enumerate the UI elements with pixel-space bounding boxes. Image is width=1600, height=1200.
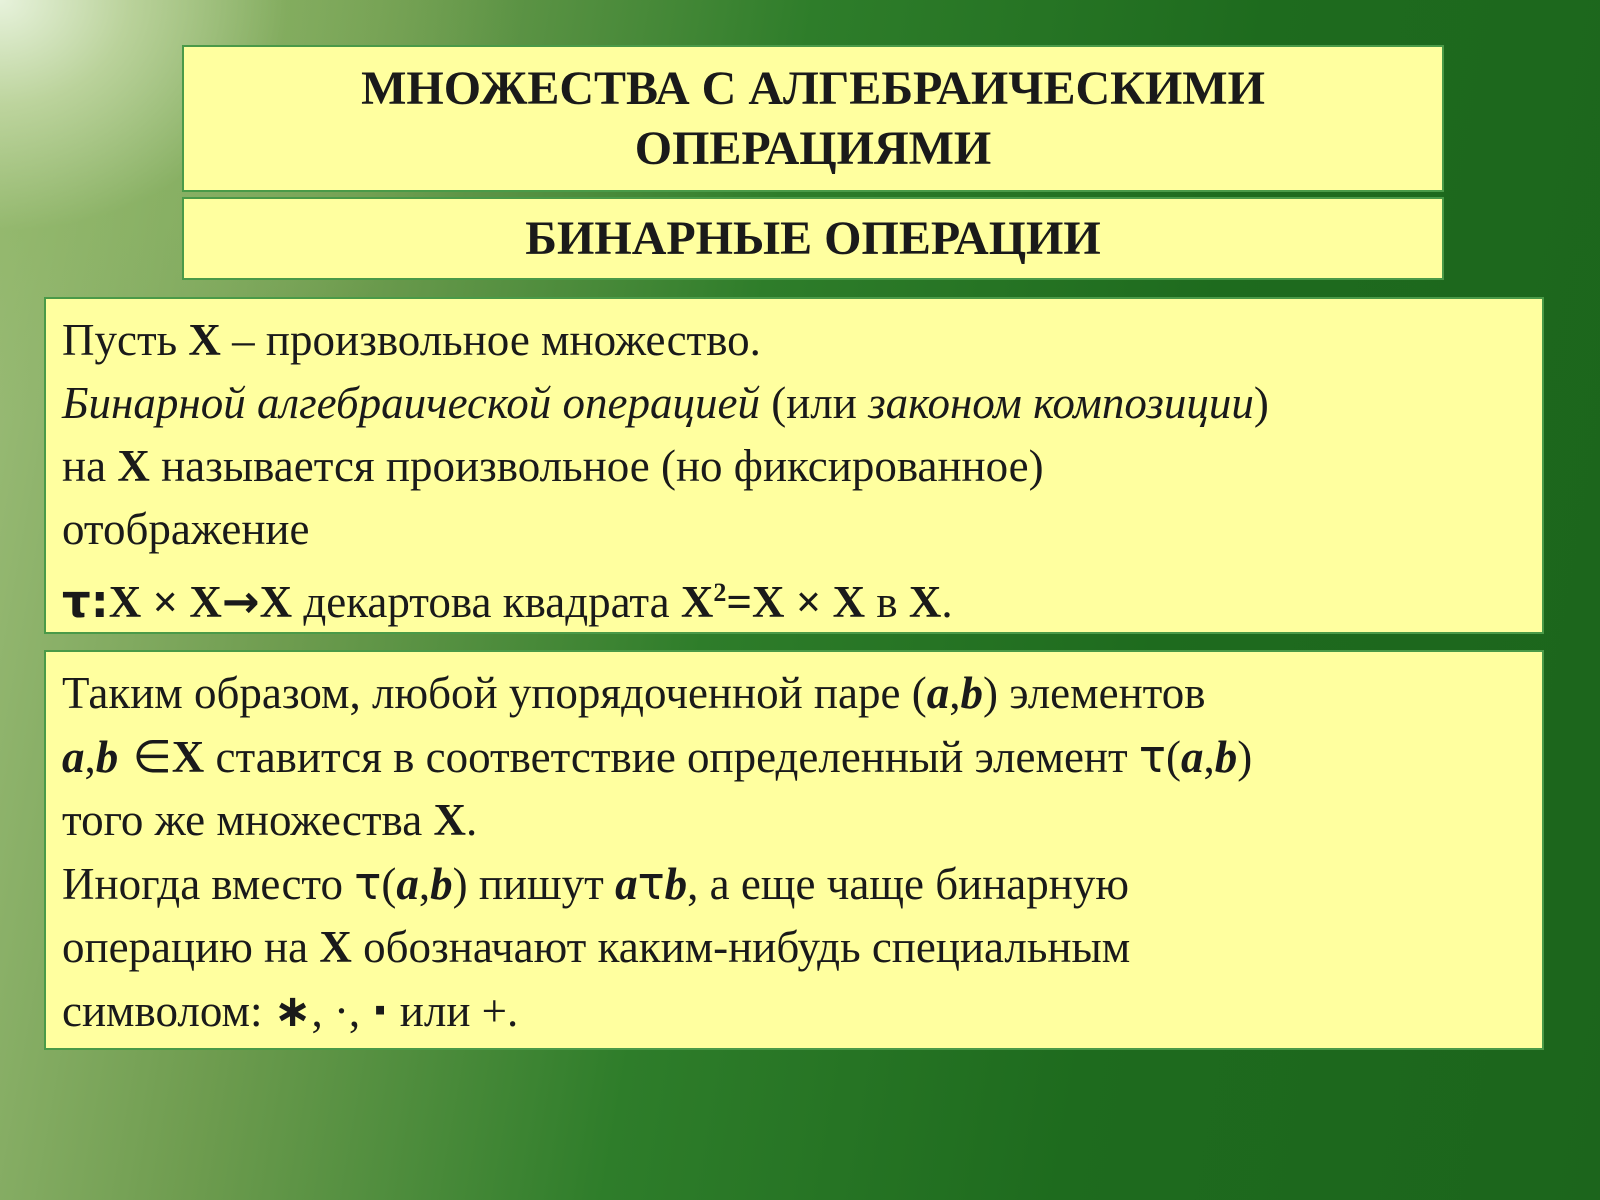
formula: X × X xyxy=(108,577,222,627)
set-x: X xyxy=(117,441,150,491)
text: – произвольное множество. xyxy=(220,315,761,365)
text: , а еще чаще бинарную xyxy=(687,859,1129,909)
text: Таким образом, любой упорядоченной паре ( xyxy=(62,668,927,718)
text: , xyxy=(84,732,96,782)
superscript: 2 xyxy=(713,578,727,607)
text: декартова квадрата xyxy=(292,577,681,627)
text: (или xyxy=(759,378,869,428)
text: на xyxy=(62,441,118,491)
text: ставится в соответствие определенный элемент xyxy=(204,732,1139,782)
arrow-icon: → xyxy=(221,575,260,628)
explanation-line-6 xyxy=(62,979,1526,1043)
text: операцию на xyxy=(62,922,320,972)
explanation-box xyxy=(44,650,1544,1050)
slide-subtitle: БИНАРНЫЕ ОПЕРАЦИИ xyxy=(182,197,1444,280)
text: Иногда вместо xyxy=(62,859,355,909)
text: . xyxy=(941,577,953,627)
text: . xyxy=(465,795,478,845)
slide-title-line-2: ОПЕРАЦИЯМИ xyxy=(634,121,992,175)
set-x: X xyxy=(188,315,221,365)
var-b: b xyxy=(664,859,688,909)
text: , xyxy=(949,668,961,718)
var-a: a xyxy=(396,859,419,909)
tau-symbol: τ xyxy=(1138,730,1167,783)
text: , xyxy=(1203,732,1215,782)
set-x: X xyxy=(433,795,466,845)
asterisk-symbol: ∗ xyxy=(273,984,312,1037)
definition-line-1 xyxy=(62,309,1526,372)
text: Пусть xyxy=(62,315,189,365)
var-b: b xyxy=(960,668,983,718)
explanation-line-2 xyxy=(62,725,1526,789)
var-b: b xyxy=(1214,732,1238,782)
var-b: b xyxy=(95,732,119,782)
text: ) пишут xyxy=(452,859,616,909)
text: символом: xyxy=(62,986,274,1036)
definition-line-4: отображение xyxy=(62,504,310,554)
slide-title xyxy=(182,45,1444,192)
text: обозначают каким-нибудь специальным xyxy=(351,922,1131,972)
var-a: a xyxy=(615,859,638,909)
text: того же множества xyxy=(62,795,434,845)
text: , ·, xyxy=(311,986,372,1036)
text: называется произвольное (но фиксированное) xyxy=(149,441,1044,491)
tau-symbol: τ: xyxy=(62,575,109,628)
definition-line-5 xyxy=(62,561,1526,634)
text: ) xyxy=(1253,378,1269,428)
set-x: X xyxy=(259,577,293,627)
set-x: X xyxy=(908,577,942,627)
tau-symbol: τ xyxy=(354,857,382,910)
explanation-line-1 xyxy=(62,662,1526,725)
set-x: X xyxy=(680,577,714,627)
definition-line-3 xyxy=(62,435,1526,498)
slide-title-line-1: МНОЖЕСТВА С АЛГЕБРАИЧЕСКИМИ xyxy=(361,61,1265,115)
set-x: X xyxy=(171,732,205,782)
term-composition-law: законом композиции xyxy=(868,378,1254,428)
text: ( xyxy=(381,859,397,909)
dot-symbol: · xyxy=(371,984,389,1037)
text: в xyxy=(865,577,909,627)
text: ) xyxy=(1237,732,1253,782)
var-a: a xyxy=(1181,732,1204,782)
tau-symbol: τ xyxy=(637,857,665,910)
text: или +. xyxy=(388,986,519,1036)
var-b: b xyxy=(430,859,453,909)
definition-line-2 xyxy=(62,372,1526,435)
explanation-line-3 xyxy=(62,789,1526,852)
text: ( xyxy=(1166,732,1182,782)
term-binary-operation: Бинарной алгебраической операцией xyxy=(62,378,760,428)
element-of-icon: ∈ xyxy=(118,730,172,783)
var-a: a xyxy=(62,732,85,782)
var-a: a xyxy=(926,668,950,718)
text: ) элементов xyxy=(982,668,1206,718)
explanation-line-5 xyxy=(62,916,1526,979)
explanation-line-4 xyxy=(62,852,1526,916)
set-x: X xyxy=(319,922,352,972)
definition-box xyxy=(44,297,1544,634)
formula: =X × X xyxy=(726,577,866,627)
text: , xyxy=(418,859,431,909)
